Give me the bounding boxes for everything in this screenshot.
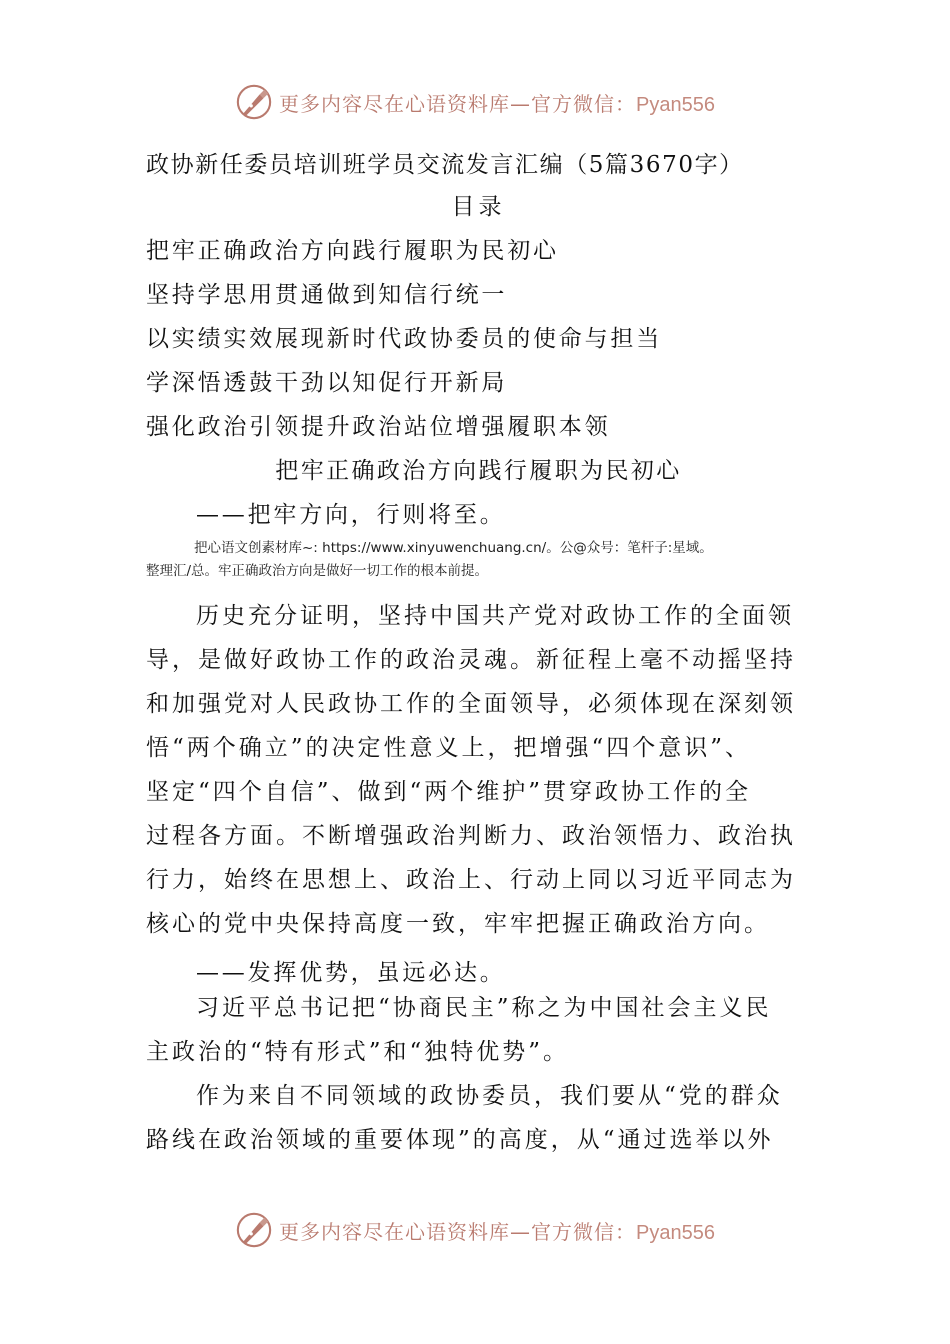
- paragraph-line: 主政治的“特有形式”和“独特优势”。: [146, 1039, 570, 1065]
- banner-text: [279, 1216, 715, 1245]
- footer-banner: [0, 1208, 950, 1252]
- paragraph-line: 悟“两个确立”的决定性意义上，把增强“四个意识”、: [146, 735, 752, 761]
- paragraph-line: 坚定“四个自信”、做到“两个维护”贯穿政协工作的全: [146, 779, 752, 805]
- paragraph: [146, 1074, 811, 1162]
- paragraph-line: 作为来自不同领域的政协委员，我们要从“党的群众: [196, 1083, 783, 1109]
- pen-nib-logo-icon: [235, 1211, 273, 1249]
- toc-heading: 目录: [451, 194, 506, 220]
- banner-label: 更多内容尽在心语资料库—官方微信：: [279, 1219, 637, 1244]
- document-title: 政协新任委员培训班学员交流发言汇编（5篇3670字）: [146, 152, 744, 178]
- source-note-line: 整理汇/总。牢正确政治方向是做好一切工作的根本前提。: [146, 563, 489, 579]
- wechat-handle: Pyan556: [636, 1221, 715, 1244]
- wechat-handle: Pyan556: [636, 93, 715, 116]
- pen-nib-logo-icon: [235, 83, 273, 121]
- banner-text: [279, 88, 715, 117]
- toc-item: 把牢正确政治方向践行履职为民初心: [146, 238, 559, 264]
- source-note: [146, 537, 811, 583]
- toc-item: 学深悟透鼓干劲以知促行开新局: [146, 370, 508, 396]
- paragraph: [146, 594, 811, 946]
- paragraph-line: 核心的党中央保持高度一致，牢牢把握正确政治方向。: [146, 911, 770, 937]
- paragraph-line: 过程各方面。不断增强政治判断力、政治领悟力、政治执: [146, 823, 796, 849]
- paragraph-line: 和加强党对人民政协工作的全面领导，必须体现在深刻领: [146, 691, 796, 717]
- toc-item: 强化政治引领提升政治站位增强履职本领: [146, 414, 611, 440]
- paragraph-line: 习近平总书记把“协商民主”称之为中国社会主义民: [196, 995, 772, 1021]
- paragraph-line: 路线在政治领域的重要体现”的高度，从“通过选举以外: [146, 1127, 774, 1153]
- paragraph: [146, 986, 811, 1074]
- source-note-line: 把心语文创素材库~: https://www.xinyuwenchuang.cn/。公@众号：笔杆子:星域。: [194, 540, 713, 556]
- paragraph-line: 行力，始终在思想上、政治上、行动上同以习近平同志为: [146, 867, 796, 893]
- paragraph-line: 历史充分证明，坚持中国共产党对政协工作的全面领: [196, 603, 794, 629]
- toc-item: 坚持学思用贯通做到知信行统一: [146, 282, 508, 308]
- section-title: 把牢正确政治方向践行履职为民初心: [275, 458, 682, 484]
- sub-heading: ——把牢方向，行则将至。: [196, 502, 506, 528]
- toc-item: 以实绩实效展现新时代政协委员的使命与担当: [146, 326, 662, 352]
- banner-label: 更多内容尽在心语资料库—官方微信：: [279, 91, 637, 116]
- paragraph-line: 导，是做好政协工作的政治灵魂。新征程上毫不动摇坚持: [146, 647, 796, 673]
- header-banner: [0, 80, 950, 124]
- sub-heading: ——发挥优势，虽远必达。: [196, 960, 506, 986]
